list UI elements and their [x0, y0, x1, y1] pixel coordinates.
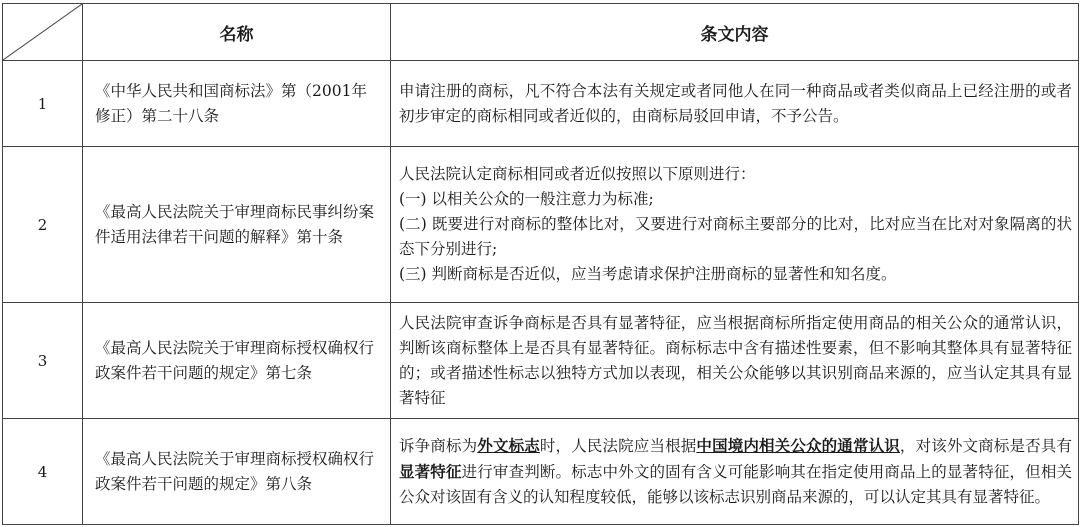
content-paragraph: (一) 以相关公众的一般注意力为标准; — [399, 190, 654, 208]
content-text: 时，人民法院应当根据 — [539, 437, 697, 455]
statute-name: 《中华人民共和国商标法》第（2001年修正）第二十八条 — [83, 61, 391, 147]
column-header-name: 名称 — [83, 4, 391, 61]
emphasis-distinctiveness: 显著特征 — [399, 462, 462, 481]
column-header-content: 条文内容 — [391, 4, 1079, 61]
table-row — [3, 419, 1079, 525]
row-number: 3 — [3, 303, 83, 419]
emphasis-foreign-mark: 外文标志 — [477, 436, 540, 455]
statute-content — [391, 61, 1079, 147]
table-row — [3, 303, 1079, 419]
statute-content — [391, 147, 1079, 303]
content-paragraph: (三) 判断商标是否近似，应当考虑请求保护注册商标的显著性和知名度。 — [399, 265, 897, 283]
row-number: 2 — [3, 147, 83, 303]
row-number: 4 — [3, 419, 83, 525]
statute-name: 《最高人民法院关于审理商标授权确权行政案件若干问题的规定》第八条 — [83, 419, 391, 525]
row-number: 1 — [3, 61, 83, 147]
statute-content — [391, 303, 1079, 419]
content-text: ，对该外文商标是否具有 — [899, 437, 1072, 455]
table-header-row — [3, 4, 1079, 61]
table-row — [3, 61, 1079, 147]
content-text: 进行审查判断。标志中外文的固有含义可能影响其在指定使用商品上的显著特征，但相关公众对该固有含义的认知程度较低，能够以该标志识别商品来源的，可以认定其具有显著特征。 — [399, 463, 1072, 506]
statute-table — [2, 3, 1079, 525]
content-paragraph: (二) 既要进行对商标的整体比对，又要进行对商标主要部分的比对，比对应当在比对对象隔离的状态下分别进行; — [399, 215, 1072, 258]
table-row — [3, 147, 1079, 303]
statute-content — [391, 419, 1079, 525]
emphasis-public-perception: 中国境内相关公众的通常认识 — [696, 436, 900, 455]
content-text: 诉争商标为 — [399, 437, 478, 455]
content-paragraph: 申请注册的商标，凡不符合本法有关规定或者同他人在同一种商品或者类似商品上已经注册的或者初步审定的商标相同或者近似的，由商标局驳回申请，不予公告。 — [399, 81, 1072, 125]
content-paragraph — [399, 433, 1072, 510]
statute-name: 《最高人民法院关于审理商标授权确权行政案件若干问题的规定》第七条 — [83, 303, 391, 419]
content-paragraph: 人民法院认定商标相同或者近似按照以下原则进行： — [399, 165, 756, 183]
statute-name: 《最高人民法院关于审理商标民事纠纷案件适用法律若干问题的解释》第十条 — [83, 147, 391, 303]
diagonal-line-icon — [3, 4, 82, 60]
content-paragraph: 人民法院审查诉争商标是否具有显著特征，应当根据商标所指定使用商品的相关公众的通常认识，判断该商标整体上是否具有显著特征。商标标志中含有描述性要素，但不影响其整体具有显著特征的；或者描述性标志以独特方式加以表现，相关公众能够以其识别商品来源的，应当认定其具有显著特征 — [399, 313, 1072, 407]
diagonal-corner-cell — [3, 4, 83, 61]
